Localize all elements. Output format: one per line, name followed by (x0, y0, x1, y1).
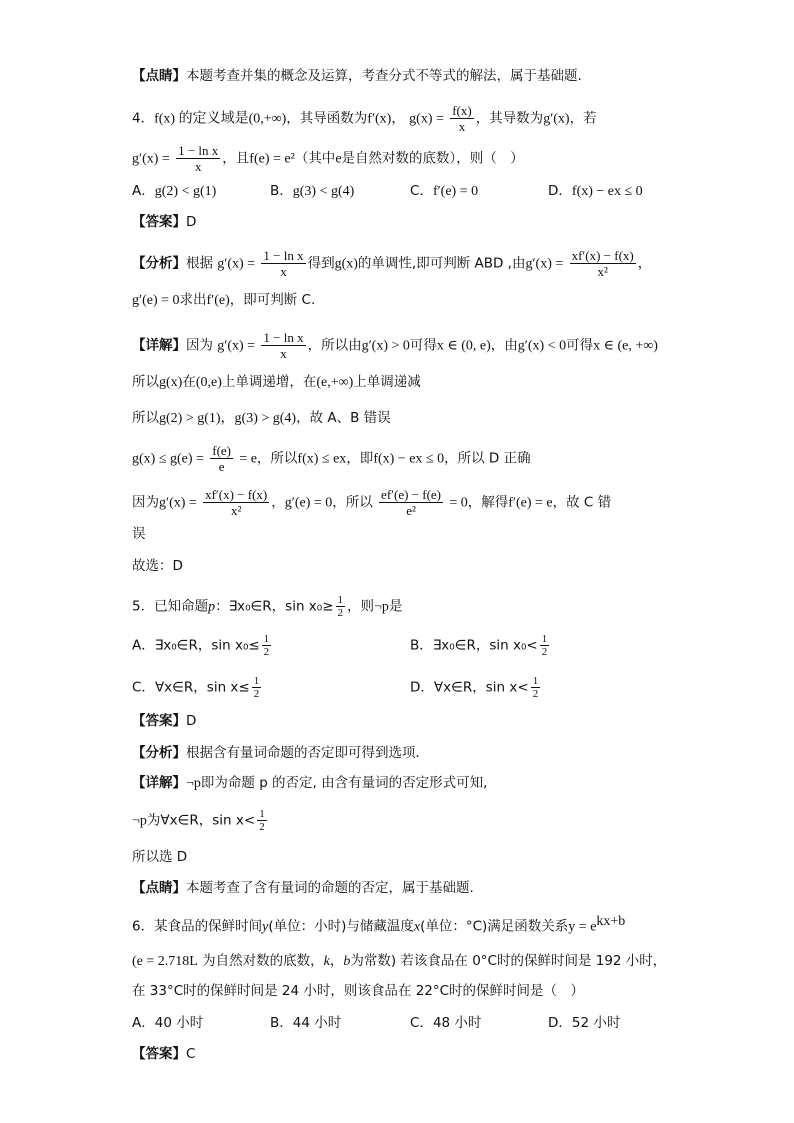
option-expr: ∀x∈R，sin x≤ (154, 679, 250, 696)
q6-stem-text: ， (329, 953, 344, 969)
detail-text: ，所以由 (307, 337, 362, 354)
q4-monotonic-line (132, 372, 421, 393)
frac-den: 2 (337, 607, 344, 619)
answer-value: C (186, 1046, 196, 1062)
frac-num: 1 (263, 633, 270, 645)
q4-fprime: f′(x) (367, 111, 392, 127)
math-expr: g′(x) = (217, 338, 256, 354)
option-label: D． (410, 679, 434, 696)
frac-num: 1 (253, 675, 260, 687)
math-expr: g′(e) = 0 (132, 293, 180, 308)
math-expr: (e,+∞) (316, 375, 354, 390)
detail-text: ，由 (490, 337, 518, 354)
half-frac (262, 633, 272, 658)
q4-compare-line (132, 408, 391, 429)
half-frac (336, 594, 346, 619)
math-expr: b (343, 954, 351, 969)
frac-den: e (218, 459, 225, 474)
detail-text: ，所以 D 正确 (444, 450, 531, 467)
frac-den: x (458, 119, 466, 134)
q5-choose-line (132, 847, 187, 867)
analysis-text: 根据含有量词命题的否定即可得到选项． (186, 745, 429, 761)
q5-stem-text: 是 (388, 598, 403, 615)
option-expr: 40 小时 (154, 1015, 204, 1031)
frac-num: 1 (337, 594, 344, 606)
option-label: C． (132, 679, 155, 696)
option-expr: 48 小时 (432, 1015, 482, 1031)
analysis-frac (261, 248, 305, 279)
q4-option-d (548, 181, 643, 202)
detail-text: ，故 A、B 错误 (296, 410, 391, 426)
q4-analysis-line1 (132, 248, 651, 279)
q6-option-a (132, 1013, 203, 1033)
math-expr: g(2) > g(1)，g(3) > g(4) (159, 411, 297, 426)
point-text: 本题考查并集的概念及运算，考查分式不等式的解法，属于基础题. (186, 68, 582, 84)
frac-num: ef′(e) − f(e) (381, 487, 442, 502)
detail-text: ，所以 (332, 494, 373, 511)
option-label: B． (270, 183, 293, 199)
math-expr: = e (239, 451, 257, 467)
math-expr: g(x) ≤ g(e) = (132, 451, 204, 467)
option-label: B． (270, 1015, 293, 1031)
math-expr: y (262, 919, 269, 935)
detail-text: ，解得 (467, 494, 509, 511)
q4-stem-text: ，其导数为 (475, 110, 544, 127)
math-expr: f′(e) = e (508, 495, 553, 511)
q5-option-d (410, 675, 542, 700)
detail-text: ，即 (346, 450, 374, 467)
option-expr: f(x) − ex ≤ 0 (571, 184, 643, 199)
math-expr: g(x) (334, 256, 358, 272)
math-expr: g′(x) = (525, 256, 564, 272)
q5-stem-text: ，则 (347, 598, 375, 615)
q4-stem-text: ，若 (569, 110, 597, 127)
analysis-text: 得到 (307, 255, 335, 272)
q5-point-line (132, 878, 483, 898)
frac-den: x² (597, 264, 608, 279)
detail-text: 所以 (132, 410, 159, 426)
q4-stem-text: ，其导函数为 (286, 110, 368, 127)
q4-stem-text: 是自然对数的底数），则（ ） (341, 150, 524, 167)
analysis-tag: 【分析】 (132, 255, 186, 272)
math-expr: g′(x) > 0 (361, 338, 410, 354)
math-expr: ¬p (132, 813, 147, 829)
analysis-text: 根据 (186, 255, 213, 272)
q5-option-c (132, 675, 263, 700)
q4-option-b (270, 181, 354, 202)
option-label: D． (548, 1015, 572, 1031)
c-frac (203, 487, 269, 518)
frac-den: 2 (541, 646, 548, 658)
point-tag: 【点睛】 (132, 68, 186, 84)
detail-text: ，所以 (256, 450, 298, 467)
max-frac (210, 443, 233, 474)
q3-point-line (132, 66, 582, 86)
q4-detail-line1 (132, 330, 658, 361)
frac-den: 2 (259, 821, 265, 833)
frac-den: e² (406, 503, 416, 518)
frac-den: x (194, 159, 202, 174)
q6-answer-line (132, 1044, 195, 1064)
q5-detail-line (132, 773, 487, 794)
math-expr: k (323, 954, 330, 969)
analysis-frac2 (570, 248, 636, 279)
q6-stem-text: 在 33°C时的保鲜时间是 24 小时，则该食品在 22°C时的保鲜时间是（ ） (132, 983, 585, 999)
math-expr: (e = 2.718L (132, 954, 198, 969)
point-tag: 【点睛】 (132, 880, 186, 896)
q6-stem-line2 (132, 951, 666, 972)
q6-stem-text: 为自然对数的底数， (202, 953, 324, 969)
option-expr: ∀x∈R，sin x< (433, 679, 529, 696)
option-label: D． (548, 183, 572, 199)
point-text: 本题考查了含有量词的命题的否定，属于基础题． (186, 880, 483, 896)
frac-num: f(e) (212, 443, 232, 458)
half-frac (257, 808, 267, 833)
half-frac (252, 675, 262, 700)
q5-stem-text: ：∃x₀∈R，sin x₀≥ (215, 598, 334, 615)
detail-tag: 【详解】 (132, 337, 186, 354)
option-expr: 44 小时 (292, 1015, 342, 1031)
q5-neg-line (132, 808, 269, 833)
math-expr: f(x) − ex ≤ 0 (373, 451, 445, 467)
q4-stem-text: （其中 (294, 150, 336, 167)
q5-analysis-line (132, 743, 429, 763)
q4-g-frac (450, 103, 474, 134)
option-label: A． (132, 637, 155, 654)
q4-gprime: g′(x) (543, 111, 570, 127)
q6-stem-text: 6．某食品的保鲜时间 (132, 918, 263, 935)
analysis-text: 的单调性,即可判断 ABD ,由 (357, 255, 526, 272)
analysis-tag: 【分析】 (132, 745, 186, 761)
math-expr: f′(e) (206, 293, 230, 308)
option-label: C． (410, 183, 433, 199)
math-expr: x ∈ (e, +∞) (593, 338, 658, 354)
math-expr: ¬p (374, 599, 389, 615)
math-exponent: kx+b (596, 914, 626, 929)
frac-num: f(x) (452, 103, 472, 118)
math-expr: f(x) ≤ ex (297, 451, 347, 467)
math-expr: g′(x) = (159, 495, 197, 511)
frac-den: x² (230, 503, 242, 518)
q4-choose-line (132, 556, 183, 576)
detail-text: 在 (182, 374, 196, 390)
q6-option-b (270, 1013, 341, 1033)
q4-option-a (132, 181, 216, 202)
q4-stem-line1 (132, 103, 597, 134)
math-expr: x ∈ (0, e) (436, 338, 491, 354)
detail-tag: 【详解】 (132, 775, 186, 791)
option-label: A． (132, 1015, 155, 1031)
q5-answer-line (132, 711, 196, 731)
detail-text: 即为命题 p 的否定, 由含有量词的否定形式可知, (200, 775, 488, 791)
q4-fe: f(e) = e² (249, 151, 295, 167)
q5-option-a (132, 633, 273, 658)
option-label: A． (132, 183, 155, 199)
q4-cond: g′(x) = (132, 151, 170, 167)
q6-stem-line3 (132, 981, 584, 1001)
half-frac (540, 633, 550, 658)
option-label: B． (410, 637, 433, 654)
frac-num: 1 − ln x (263, 248, 304, 263)
q4-stem-text: ，且 (222, 150, 250, 167)
q4-max-line (132, 443, 531, 474)
math-expr: (0,e) (195, 375, 222, 390)
detail-text: ，故 C 错 (552, 494, 612, 511)
q4-domain: (0,+∞) (248, 111, 287, 127)
answer-value: D (186, 713, 197, 729)
detail-text: 因为 (132, 494, 159, 511)
option-expr: ∃x₀∈R，sin x₀< (432, 637, 538, 654)
analysis-text: 求出 (179, 292, 207, 308)
q5-stem (132, 594, 402, 619)
q6-option-d (548, 1013, 620, 1033)
detail-text: 可得 (409, 337, 437, 354)
frac-den: x (280, 264, 287, 279)
detail-text: 因为 (186, 337, 213, 354)
c-frac2 (379, 487, 443, 518)
q4-stem-text: f(x) 的定义域是 (154, 111, 249, 127)
frac-num: 1 (541, 633, 548, 645)
frac-den: 2 (263, 646, 270, 658)
q6-option-c (410, 1013, 481, 1033)
q4-cond-frac (176, 143, 220, 174)
answer-tag: 【答案】 (132, 1046, 186, 1062)
q6-stem-text: 为常数) 若该食品在 0°C时的保鲜时间是 192 小时， (350, 953, 667, 969)
option-label: C． (410, 1015, 433, 1031)
frac-num: 1 (532, 675, 539, 687)
q6-stem-text: (单位：°C)满足函数关系 (420, 918, 569, 935)
math-expr: ¬p (186, 776, 201, 791)
frac-num: xf′(x) − f(x) (205, 487, 268, 502)
option-expr: g(3) < g(4) (292, 184, 355, 199)
half-frac (531, 675, 541, 700)
q5-option-b (410, 633, 551, 658)
math-expr: = 0 (449, 495, 468, 511)
option-expr: ∃x₀∈R，sin x₀≤ (154, 637, 260, 654)
analysis-text: ， (637, 255, 652, 272)
q4-number: 4． (132, 110, 155, 127)
option-expr: g(2) < g(1) (154, 184, 217, 199)
choose-text: 故选：D (132, 558, 183, 574)
frac-num: 1 − ln x (178, 143, 219, 158)
answer-value: D (186, 214, 197, 230)
option-expr: 52 小时 (571, 1015, 621, 1031)
detail-text: 可得 (566, 337, 594, 354)
q4-answer-line (132, 212, 196, 232)
q4-c-wrap (132, 524, 146, 544)
q6-stem-line1 (132, 912, 625, 938)
frac-den: 2 (253, 688, 260, 700)
detail-text: ， (271, 494, 285, 511)
q4-c-line (132, 487, 611, 518)
detail-text: 上单调递增，在 (221, 374, 317, 390)
frac-den: 2 (532, 688, 539, 700)
option-expr: f′(e) = 0 (432, 184, 479, 199)
detail-text: 所以 (132, 374, 159, 390)
detail-text: 误 (132, 526, 146, 542)
math-expr: y = e (568, 919, 597, 935)
q4-e: e (335, 151, 342, 167)
frac-num: 1 − ln x (263, 330, 304, 345)
math-expr: p (208, 599, 216, 615)
frac-den: x (280, 346, 287, 361)
q6-stem-text: (单位：小时)与储藏温度 (268, 918, 414, 935)
q4-stem-text: ， (391, 110, 405, 127)
choose-text: 所以选 D (132, 849, 188, 865)
frac-num: 1 (259, 808, 265, 820)
math-expr: g′(x) < 0 (517, 338, 567, 354)
q4-stem-line2 (132, 143, 524, 174)
q4-analysis-line2 (132, 290, 315, 311)
math-expr: x (413, 919, 421, 935)
math-expr: g′(e) = 0 (284, 495, 333, 511)
answer-tag: 【答案】 (132, 713, 186, 729)
answer-tag: 【答案】 (132, 214, 186, 230)
frac-num: xf′(x) − f(x) (571, 248, 634, 263)
q5-stem-text: 5．已知命题 (132, 598, 209, 615)
math-expr: g′(x) = (217, 256, 256, 272)
q4-g-def: g(x) = (409, 111, 444, 127)
math-expr: g(x) (159, 375, 183, 390)
q4-option-c (410, 181, 478, 202)
detail-frac (261, 330, 305, 361)
detail-text: 上单调递减 (353, 374, 421, 390)
analysis-text: ，即可判断 C. (229, 292, 316, 308)
detail-text: 为∀x∈R，sin x< (146, 812, 256, 829)
